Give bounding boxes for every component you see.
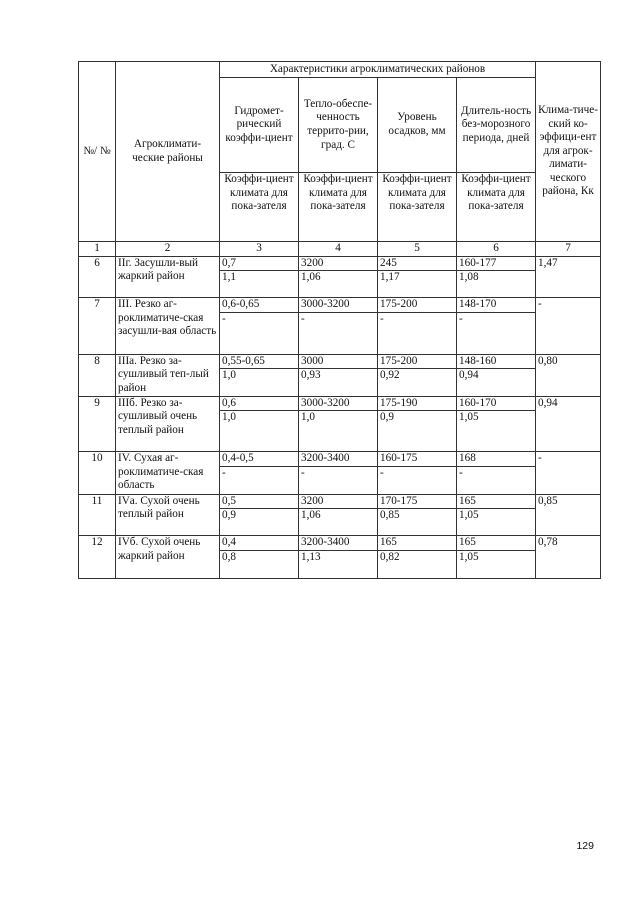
table-row [79,256,601,271]
row-number: 10 [79,452,116,495]
region-coefficient: 0,85 [536,494,601,536]
indicator-value: 0,6 [220,396,299,411]
climate-coefficient: 0,82 [378,550,457,578]
climate-coefficient: 0,9 [378,411,457,452]
indicator-value: 3200 [299,494,378,509]
climate-coefficient: 0,93 [299,369,378,396]
indicator-value: 148-160 [457,354,536,369]
region-coefficient: 0,94 [536,396,601,452]
climate-coefficient: - [220,312,299,354]
page-number: 129 [576,840,594,852]
indicator-value: 0,7 [220,256,299,271]
climate-coefficient: - [299,312,378,354]
indicator-value: 3200 [299,256,378,271]
indicator-value: 170-175 [378,494,457,509]
region-name: IVа. Сухой очень теплый район [116,494,220,536]
climate-coefficient: 1,0 [220,369,299,396]
indicator-value: 168 [457,452,536,467]
region-name: IIIб. Резко за-сушливый очень теплый район [116,396,220,452]
region-name: III. Резко аг-роклиматиче-ская засушли-вая область [116,298,220,355]
table-row [79,494,601,509]
table-header [79,62,601,257]
region-name: IIг. Засушли-вый жаркий район [116,256,220,298]
row-number: 12 [79,536,116,579]
climate-coefficient: - [220,466,299,494]
climate-coefficient: 1,1 [220,271,299,298]
climate-coefficient: - [457,466,536,494]
region-coefficient: - [536,298,601,355]
indicator-value: 0,5 [220,494,299,509]
climate-coefficient: - [378,312,457,354]
climate-coefficient: 0,9 [220,509,299,536]
column-number: 1 [79,242,116,257]
climate-coefficient: 1,05 [457,550,536,578]
indicator-value: 0,4-0,5 [220,452,299,467]
header-sub-coef: Коэффи-циент климата для пока-зателя [378,173,457,242]
row-number: 6 [79,256,116,298]
climate-coefficient: 0,8 [220,550,299,578]
indicator-value: 3200-3400 [299,536,378,551]
table-row [79,396,601,411]
row-number: 8 [79,354,116,396]
row-number: 7 [79,298,116,355]
indicator-value: 148-170 [457,298,536,313]
climate-coefficient: 1,05 [457,411,536,452]
climate-coefficient: 1,06 [299,271,378,298]
climate-coefficient: 0,85 [378,509,457,536]
indicator-value: 165 [457,494,536,509]
header-group: Характеристики агроклиматических районов [220,62,536,78]
indicator-value: 175-190 [378,396,457,411]
header-hydrometric: Гидромет-рический коэффи-циент [220,78,299,173]
region-coefficient: - [536,452,601,495]
indicator-value: 3000 [299,354,378,369]
header-precipitation: Уровень осадков, мм [378,78,457,173]
region-name: IIIа. Резко за-сушливый теп-лый район [116,354,220,396]
row-number: 11 [79,494,116,536]
table-row [79,536,601,551]
indicator-value: 3200-3400 [299,452,378,467]
agroclimatic-regions-table [78,61,601,579]
indicator-value: 160-177 [457,256,536,271]
indicator-value: 0,55-0,65 [220,354,299,369]
region-coefficient: 0,78 [536,536,601,579]
climate-coefficient: - [457,312,536,354]
header-region: Агроклимати-ческие районы [116,62,220,242]
climate-coefficient: 1,0 [299,411,378,452]
header-coef-main: Клима-тиче-ский ко-эффици-ент для агрок-лимати-ческого района, Кк [536,62,601,242]
table-row [79,354,601,369]
climate-coefficient: 1,05 [457,509,536,536]
indicator-value: 0,4 [220,536,299,551]
indicator-value: 160-175 [378,452,457,467]
climate-coefficient: 1,0 [220,411,299,452]
table-row [79,452,601,467]
region-coefficient: 0,80 [536,354,601,396]
column-number: 3 [220,242,299,257]
climate-coefficient: - [299,466,378,494]
climate-coefficient: 1,13 [299,550,378,578]
climate-coefficient: 1,08 [457,271,536,298]
region-coefficient: 1,47 [536,256,601,298]
header-frost-free: Длитель-ность без-морозного периода, дней [457,78,536,173]
climate-coefficient: - [378,466,457,494]
column-number: 7 [536,242,601,257]
header-sub-coef: Коэффи-циент климата для пока-зателя [299,173,378,242]
column-number: 2 [116,242,220,257]
column-number: 4 [299,242,378,257]
row-number: 9 [79,396,116,452]
header-heat-supply: Тепло-обеспе-ченность террито-рии, град. С [299,78,378,173]
indicator-value: 175-200 [378,354,457,369]
column-number: 6 [457,242,536,257]
header-sub-coef: Коэффи-циент климата для пока-зателя [457,173,536,242]
indicator-value: 175-200 [378,298,457,313]
indicator-value: 245 [378,256,457,271]
region-name: IV. Сухая аг-роклиматиче-ская область [116,452,220,495]
region-name: IVб. Сухой очень жаркий район [116,536,220,579]
indicator-value: 165 [457,536,536,551]
climate-coefficient: 1,17 [378,271,457,298]
table-body [79,256,601,578]
table-row [79,298,601,313]
indicator-value: 0,6-0,65 [220,298,299,313]
climate-coefficient: 1,06 [299,509,378,536]
indicator-value: 3000-3200 [299,396,378,411]
indicator-value: 165 [378,536,457,551]
indicator-value: 3000-3200 [299,298,378,313]
indicator-value: 160-170 [457,396,536,411]
column-number: 5 [378,242,457,257]
header-num: №/ № [79,62,116,242]
header-sub-coef: Коэффи-циент климата для пока-зателя [220,173,299,242]
climate-coefficient: 0,92 [378,369,457,396]
climate-coefficient: 0,94 [457,369,536,396]
